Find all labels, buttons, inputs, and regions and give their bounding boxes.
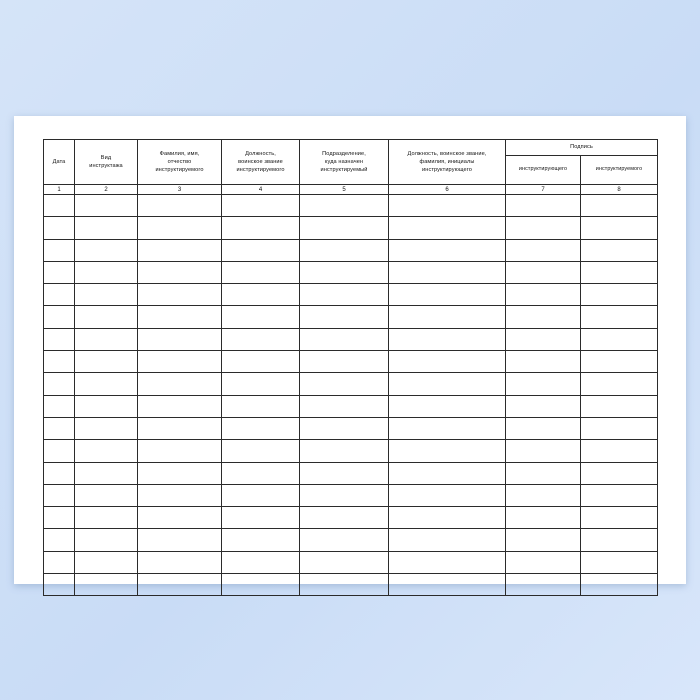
column-header-signature-instructed: инструктируемого — [581, 156, 658, 185]
table-cell[interactable] — [138, 551, 222, 573]
table-row[interactable] — [44, 507, 658, 529]
table-cell[interactable] — [222, 306, 300, 328]
table-row[interactable] — [44, 328, 658, 350]
header-row — [44, 140, 658, 156]
column-header-date: Дата — [44, 140, 75, 185]
table-cell[interactable] — [75, 261, 138, 283]
table-head — [44, 140, 658, 195]
table-cell[interactable] — [506, 574, 581, 596]
table-cell[interactable] — [138, 306, 222, 328]
column-header-signature-instructor: инструктирующего — [506, 156, 581, 185]
table-cell[interactable] — [300, 284, 389, 306]
table-row[interactable] — [44, 195, 658, 217]
table-cell[interactable] — [75, 417, 138, 439]
table-cell[interactable] — [44, 507, 75, 529]
table-cell[interactable] — [222, 417, 300, 439]
table-cell[interactable] — [138, 239, 222, 261]
table-cell[interactable] — [44, 351, 75, 373]
table-cell[interactable] — [506, 440, 581, 462]
table-cell[interactable] — [581, 574, 658, 596]
column-number-row — [44, 185, 658, 195]
table-cell[interactable] — [222, 217, 300, 239]
table-row[interactable] — [44, 529, 658, 551]
table-cell[interactable] — [222, 462, 300, 484]
table-cell[interactable] — [300, 484, 389, 506]
table-cell[interactable] — [222, 484, 300, 506]
table-cell[interactable] — [138, 328, 222, 350]
table-cell[interactable] — [300, 261, 389, 283]
table-cell[interactable] — [389, 417, 506, 439]
column-number-3: 3 — [138, 185, 222, 195]
table-cell[interactable] — [138, 507, 222, 529]
table-cell[interactable] — [75, 551, 138, 573]
table-cell[interactable] — [222, 440, 300, 462]
table-cell[interactable] — [581, 417, 658, 439]
table-cell[interactable] — [75, 284, 138, 306]
table-cell[interactable] — [75, 306, 138, 328]
table-cell[interactable] — [300, 551, 389, 573]
table-cell[interactable] — [581, 484, 658, 506]
table-cell[interactable] — [581, 529, 658, 551]
table-row[interactable] — [44, 306, 658, 328]
table-cell[interactable] — [75, 351, 138, 373]
table-cell[interactable] — [389, 306, 506, 328]
table-cell[interactable] — [44, 484, 75, 506]
table-cell[interactable] — [75, 462, 138, 484]
table-cell[interactable] — [75, 440, 138, 462]
table-cell[interactable] — [44, 284, 75, 306]
table-cell[interactable] — [75, 395, 138, 417]
table-cell[interactable] — [44, 217, 75, 239]
table-row[interactable] — [44, 484, 658, 506]
table-cell[interactable] — [300, 507, 389, 529]
table-cell[interactable] — [581, 261, 658, 283]
table-cell[interactable] — [389, 462, 506, 484]
table-cell[interactable] — [506, 417, 581, 439]
column-header-full-name: Фамилия, имя, отчество инструктируемого — [138, 140, 222, 185]
table-cell[interactable] — [506, 306, 581, 328]
table-cell[interactable] — [389, 484, 506, 506]
table-cell[interactable] — [138, 351, 222, 373]
table-row[interactable] — [44, 373, 658, 395]
table-cell[interactable] — [75, 484, 138, 506]
column-header-signature-group: Подпись — [506, 140, 658, 156]
table-cell[interactable] — [138, 395, 222, 417]
table-cell[interactable] — [222, 507, 300, 529]
table-cell[interactable] — [506, 328, 581, 350]
table-cell[interactable] — [75, 195, 138, 217]
table-cell[interactable] — [300, 217, 389, 239]
table-cell[interactable] — [44, 529, 75, 551]
table-cell[interactable] — [389, 328, 506, 350]
table-cell[interactable] — [506, 351, 581, 373]
table-cell[interactable] — [581, 440, 658, 462]
table-cell[interactable] — [222, 261, 300, 283]
table-cell[interactable] — [389, 373, 506, 395]
table-cell[interactable] — [389, 284, 506, 306]
table-cell[interactable] — [75, 529, 138, 551]
table-cell[interactable] — [44, 551, 75, 573]
table-cell[interactable] — [44, 373, 75, 395]
column-number-5: 5 — [300, 185, 389, 195]
table-cell[interactable] — [75, 507, 138, 529]
table-row[interactable] — [44, 462, 658, 484]
column-number-1: 1 — [44, 185, 75, 195]
table-cell[interactable] — [44, 306, 75, 328]
table-cell[interactable] — [389, 551, 506, 573]
table-cell[interactable] — [506, 462, 581, 484]
table-cell[interactable] — [222, 328, 300, 350]
table-row[interactable] — [44, 417, 658, 439]
table-cell[interactable] — [222, 351, 300, 373]
table-cell[interactable] — [138, 484, 222, 506]
table-row[interactable] — [44, 239, 658, 261]
table-cell[interactable] — [75, 217, 138, 239]
table-cell[interactable] — [138, 217, 222, 239]
table-cell[interactable] — [389, 440, 506, 462]
table-body — [44, 195, 658, 596]
table-cell[interactable] — [389, 195, 506, 217]
table-cell[interactable] — [138, 417, 222, 439]
table-row[interactable] — [44, 284, 658, 306]
table-row[interactable] — [44, 395, 658, 417]
column-header-briefing-type: Вид инструктажа — [75, 140, 138, 185]
column-number-6: 6 — [389, 185, 506, 195]
journal-table — [43, 139, 658, 596]
table-cell[interactable] — [300, 395, 389, 417]
table-cell[interactable] — [138, 529, 222, 551]
column-number-8: 8 — [581, 185, 658, 195]
table-cell[interactable] — [44, 574, 75, 596]
table-cell[interactable] — [44, 462, 75, 484]
table-cell[interactable] — [581, 395, 658, 417]
table-cell[interactable] — [300, 195, 389, 217]
table-cell[interactable] — [581, 195, 658, 217]
table-cell[interactable] — [389, 217, 506, 239]
table-cell[interactable] — [581, 551, 658, 573]
table-cell[interactable] — [389, 351, 506, 373]
table-cell[interactable] — [75, 373, 138, 395]
table-cell[interactable] — [138, 195, 222, 217]
table-cell[interactable] — [138, 261, 222, 283]
table-cell[interactable] — [389, 529, 506, 551]
table-row[interactable] — [44, 574, 658, 596]
table-cell[interactable] — [300, 351, 389, 373]
table-cell[interactable] — [389, 507, 506, 529]
table-cell[interactable] — [506, 261, 581, 283]
table-cell[interactable] — [222, 551, 300, 573]
table-cell[interactable] — [300, 306, 389, 328]
document-paper — [14, 116, 686, 584]
table-cell[interactable] — [44, 417, 75, 439]
table-cell[interactable] — [44, 261, 75, 283]
table-cell[interactable] — [75, 239, 138, 261]
table-cell[interactable] — [44, 328, 75, 350]
table-cell[interactable] — [222, 395, 300, 417]
table-cell[interactable] — [389, 395, 506, 417]
table-cell[interactable] — [300, 373, 389, 395]
table-cell[interactable] — [581, 373, 658, 395]
column-header-position-rank: Должность, воинское звание инструктируемого — [222, 140, 300, 185]
table-cell[interactable] — [581, 217, 658, 239]
table-cell[interactable] — [44, 239, 75, 261]
table-cell[interactable] — [138, 462, 222, 484]
table-cell[interactable] — [222, 195, 300, 217]
table-cell[interactable] — [506, 239, 581, 261]
table-cell[interactable] — [222, 574, 300, 596]
table-row[interactable] — [44, 351, 658, 373]
table-cell[interactable] — [506, 217, 581, 239]
table-cell[interactable] — [506, 551, 581, 573]
table-cell[interactable] — [44, 395, 75, 417]
table-cell[interactable] — [300, 417, 389, 439]
table-cell[interactable] — [506, 395, 581, 417]
column-number-7: 7 — [506, 185, 581, 195]
table-cell[interactable] — [300, 462, 389, 484]
table-cell[interactable] — [506, 484, 581, 506]
table-cell[interactable] — [581, 306, 658, 328]
table-row[interactable] — [44, 217, 658, 239]
table-cell[interactable] — [581, 351, 658, 373]
table-cell[interactable] — [75, 574, 138, 596]
journal-sheet — [43, 139, 657, 559]
table-cell[interactable] — [138, 574, 222, 596]
table-cell[interactable] — [581, 507, 658, 529]
table-cell[interactable] — [506, 507, 581, 529]
table-cell[interactable] — [389, 574, 506, 596]
table-cell[interactable] — [222, 373, 300, 395]
table-cell[interactable] — [138, 440, 222, 462]
table-cell[interactable] — [506, 284, 581, 306]
table-cell[interactable] — [222, 284, 300, 306]
column-number-4: 4 — [222, 185, 300, 195]
table-cell[interactable] — [506, 373, 581, 395]
table-cell[interactable] — [138, 373, 222, 395]
table-cell[interactable] — [300, 328, 389, 350]
table-cell[interactable] — [581, 328, 658, 350]
table-cell[interactable] — [300, 574, 389, 596]
table-cell[interactable] — [222, 239, 300, 261]
table-cell[interactable] — [506, 195, 581, 217]
column-header-instructor-details: Должность, воинское звание, фамилия, инициалы инструктирующего — [389, 140, 506, 185]
table-cell[interactable] — [581, 239, 658, 261]
table-cell[interactable] — [581, 284, 658, 306]
table-cell[interactable] — [300, 440, 389, 462]
table-row[interactable] — [44, 261, 658, 283]
table-cell[interactable] — [300, 529, 389, 551]
table-row[interactable] — [44, 440, 658, 462]
table-row[interactable] — [44, 551, 658, 573]
table-cell[interactable] — [300, 239, 389, 261]
column-number-2: 2 — [75, 185, 138, 195]
table-cell[interactable] — [389, 261, 506, 283]
table-cell[interactable] — [506, 529, 581, 551]
table-cell[interactable] — [75, 328, 138, 350]
table-cell[interactable] — [138, 284, 222, 306]
table-cell[interactable] — [389, 239, 506, 261]
table-cell[interactable] — [222, 529, 300, 551]
table-cell[interactable] — [581, 462, 658, 484]
column-header-unit-assigned: Подразделение, куда назначен инструктируемый — [300, 140, 389, 185]
table-cell[interactable] — [44, 440, 75, 462]
table-cell[interactable] — [44, 195, 75, 217]
